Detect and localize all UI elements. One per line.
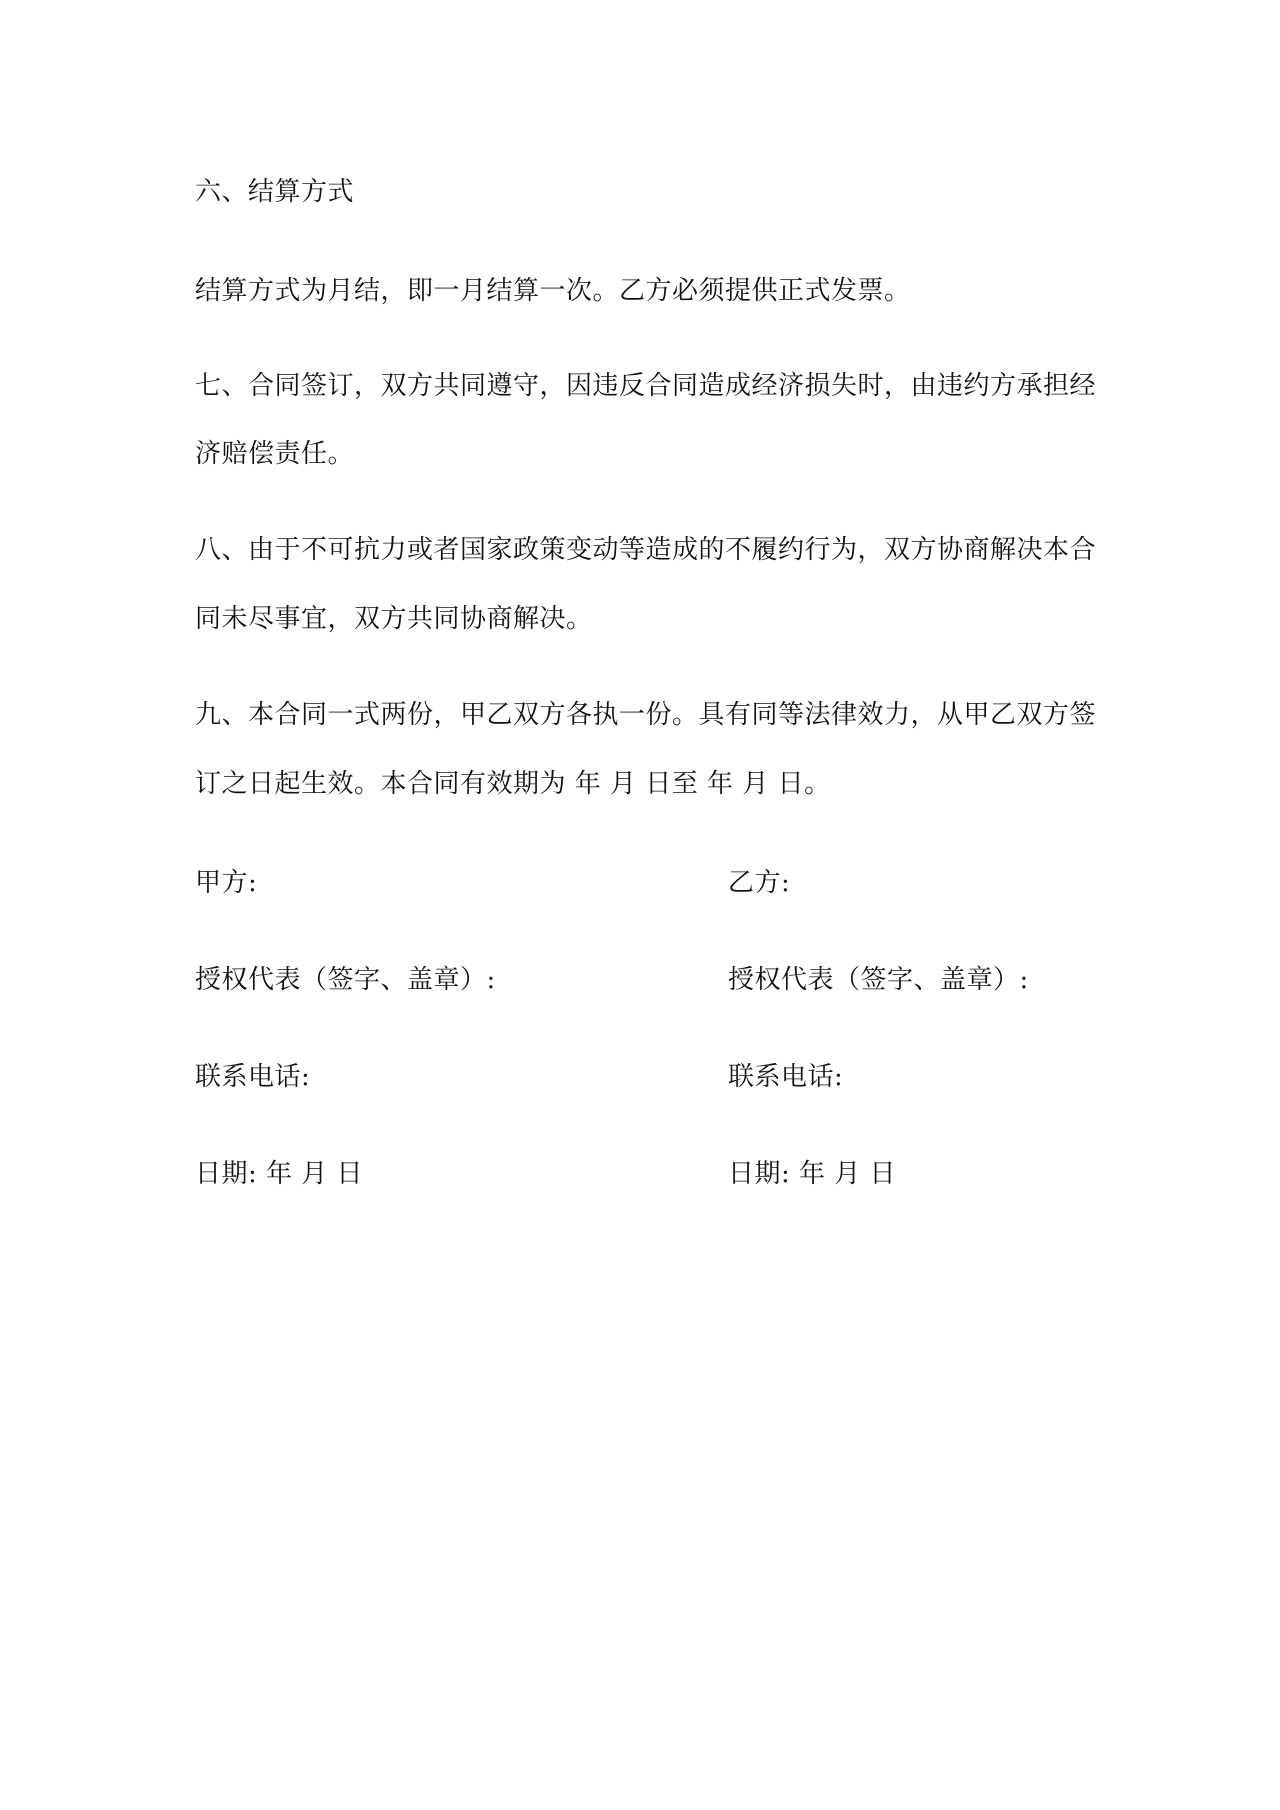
party-a-label: 甲方: [195,868,258,898]
party-b-phone-label: 联系电话: [728,1062,844,1092]
section-6-body: 结算方式为月结，即一月结算一次。乙方必须提供正式发票。 [195,276,911,306]
section-9-line-2: 订之日起生效。本合同有效期为 年 月 日至 年 月 日。 [195,769,831,799]
party-b-label: 乙方: [728,868,791,898]
section-9-line-1: 九、本合同一式两份，甲乙双方各执一份。具有同等法律效力，从甲乙双方签 [195,700,1097,730]
section-7-line-1: 七、合同签订，双方共同遵守，因违反合同造成经济损失时，由违约方承担经 [195,371,1097,401]
party-a-date-label: 日期: 年 月 日 [195,1159,364,1189]
section-6-heading: 六、结算方式 [195,177,355,207]
section-8-line-2: 同未尽事宜，双方共同协商解决。 [195,604,593,634]
party-a-phone-label: 联系电话: [195,1062,311,1092]
section-8-line-1: 八、由于不可抗力或者国家政策变动等造成的不履约行为，双方协商解决本合 [195,535,1097,565]
party-a-representative-label: 授权代表（签字、盖章）: [195,965,496,995]
section-7-line-2: 济赔偿责任。 [195,439,355,469]
party-b-representative-label: 授权代表（签字、盖章）: [728,965,1029,995]
party-b-date-label: 日期: 年 月 日 [728,1159,897,1189]
